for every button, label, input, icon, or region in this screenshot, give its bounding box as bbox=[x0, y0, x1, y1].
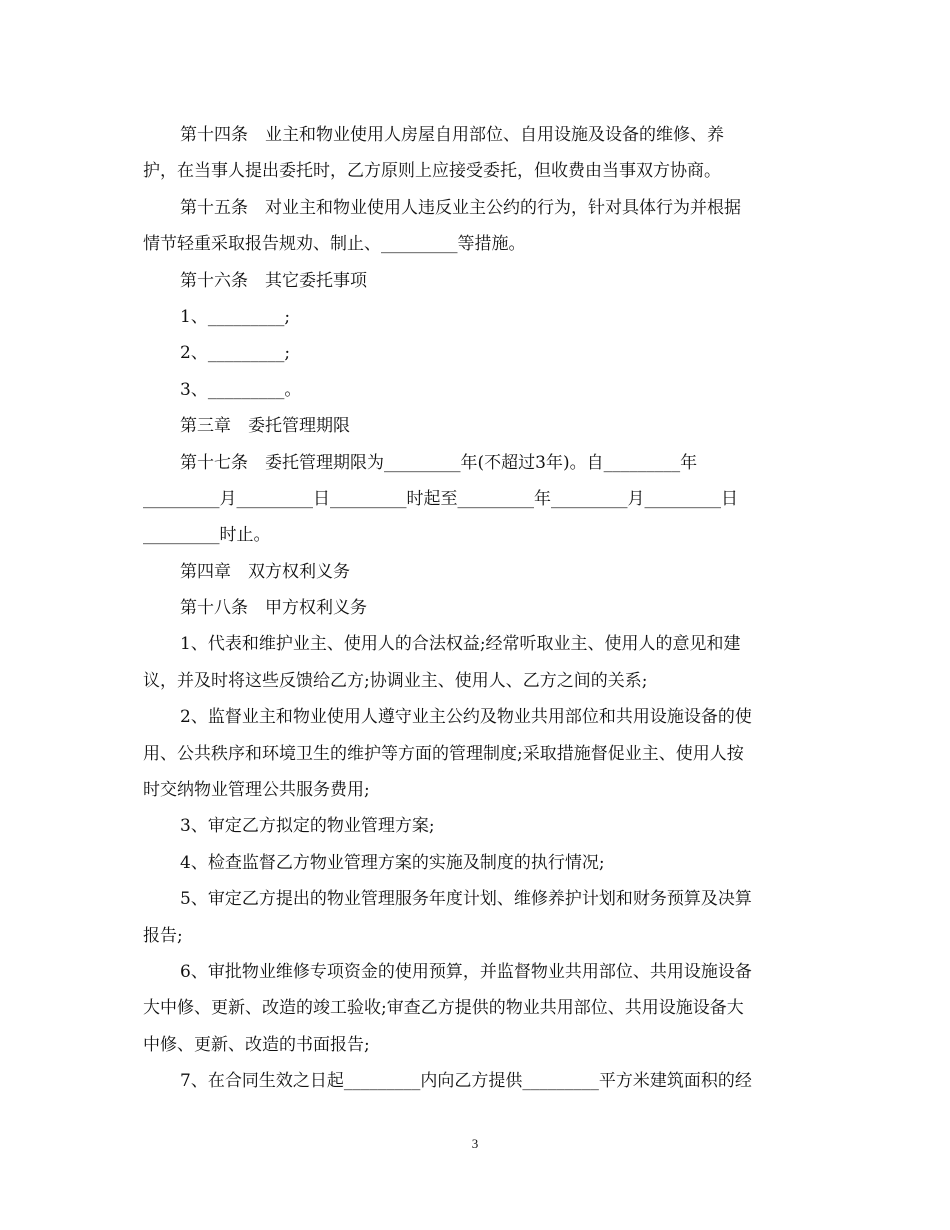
text-line: 4、检查监督乙方物业管理方案的实施及制度的执行情况; bbox=[180, 852, 605, 873]
text-line: 5、审定乙方提出的物业管理服务年度计划、维修养护计划和财务预算及决算 bbox=[180, 889, 752, 910]
page-number: 3 bbox=[471, 1136, 479, 1151]
text-line: 议，并及时将这些反馈给乙方;协调业主、使用人、乙方之间的关系; bbox=[143, 670, 648, 691]
text-line: 第十七条 委托管理期限为_________年(不超过3年)。自_________年 bbox=[180, 452, 698, 473]
text-line: 6、审批物业维修专项资金的使用预算，并监督物业共用部位、共用设施设备 bbox=[180, 961, 752, 982]
text-line: 情节轻重采取报告规劝、制止、_________等措施。 bbox=[143, 234, 526, 255]
text-line: 第四章 双方权利义务 bbox=[180, 561, 350, 582]
document-body bbox=[143, 117, 808, 1100]
text-line: 时交纳物业管理公共服务费用; bbox=[143, 780, 370, 801]
text-line: 第十五条 对业主和物业使用人违反业主公约的行为，针对具体行为并根据 bbox=[180, 197, 741, 218]
text-line: 3、审定乙方拟定的物业管理方案; bbox=[180, 816, 435, 837]
text-line: 2、_________; bbox=[180, 343, 291, 364]
text-line: 第十六条 其它委托事项 bbox=[180, 270, 367, 291]
text-line: 第三章 委托管理期限 bbox=[180, 416, 350, 437]
text-line: 1、代表和维护业主、使用人的合法权益;经常听取业主、使用人的意见和建 bbox=[180, 634, 741, 655]
text-line: 第十八条 甲方权利义务 bbox=[180, 598, 367, 619]
text-line: 护，在当事人提出委托时，乙方原则上应接受委托，但收费由当事双方协商。 bbox=[143, 161, 721, 182]
text-line: 报告; bbox=[143, 925, 183, 946]
text-line: 用、公共秩序和环境卫生的维护等方面的管理制度;采取措施督促业主、使用人按 bbox=[143, 743, 744, 764]
text-line: 3、_________。 bbox=[180, 379, 302, 400]
text-line: _________月_________日_________时起至_________年_________月_________日 bbox=[143, 488, 738, 509]
text-line: 大中修、更新、改造的竣工验收;审查乙方提供的物业共用部位、共用设施设备大 bbox=[143, 998, 744, 1019]
text-line: _________时止。 bbox=[143, 525, 271, 546]
text-line: 1、_________; bbox=[180, 306, 291, 327]
text-line: 2、监督业主和物业使用人遵守业主公约及物业共用部位和共用设施设备的使 bbox=[180, 707, 752, 728]
text-line: 第十四条 业主和物业使用人房屋自用部位、自用设施及设备的维修、养 bbox=[180, 125, 724, 145]
text-line: 中修、更新、改造的书面报告; bbox=[143, 1034, 370, 1055]
text-line: 7、在合同生效之日起_________内向乙方提供_________平方米建筑面积的经 bbox=[180, 1071, 752, 1092]
